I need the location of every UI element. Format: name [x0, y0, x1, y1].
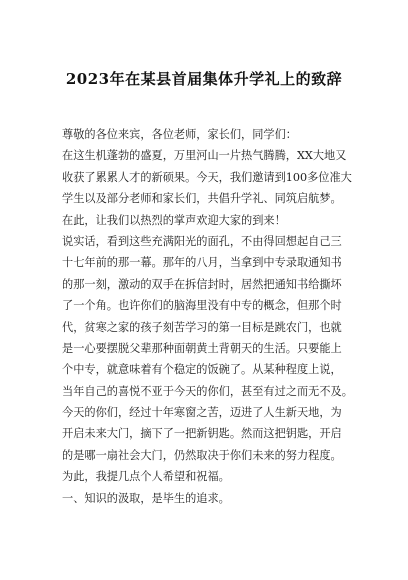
body-line: 个中专，就意味着有个稳定的饭碗了。从某种程度上说， — [62, 363, 342, 377]
body-line: 在这生机蓬勃的盛夏，万里河山一片热气腾腾，XX大地又 — [62, 149, 347, 163]
body-line: 了一个角。也许你们的脑海里没有中专的概念，但那个时 — [62, 299, 342, 313]
body-line: 的那一刻，激动的双手在拆信封时，居然把通知书给撕坏 — [62, 277, 342, 291]
body-line: 代，贫寒之家的孩子刻苦学习的第一目标是跳农门，也就 — [62, 320, 342, 334]
body-line: 为此，我提几点个人希望和祝福。 — [62, 470, 230, 484]
document-title: 2023年在某县首届集体升学礼上的致辞 — [65, 70, 343, 88]
body-line: 的是哪一扇社会大门，仍然取决于你们未来的努力程度。 — [62, 448, 342, 462]
body-line: 开启未来大门，摘下了一把新钥匙。然而这把钥匙，开启 — [62, 427, 342, 441]
body-line: 一、知识的汲取，是毕生的追求。 — [62, 491, 230, 505]
body-line: 学生以及部分老师和家长们，共倡升学礼、同筑启航梦。 — [62, 192, 342, 206]
body-line: 是一心要摆脱父辈那种面朝黄土背朝天的生活。只要能上 — [62, 341, 342, 355]
body-line: 当年自己的喜悦不亚于今天的你们，甚至有过之而无不及。 — [62, 384, 353, 398]
body-line: 收获了累累人才的新硕果。今天，我们邀请到100多位准大 — [62, 170, 352, 184]
document-body — [62, 124, 362, 509]
body-line: 说实话，看到这些充满阳光的面孔，不由得回想起自己三 — [62, 234, 342, 248]
body-line: 在此，让我们以热烈的掌声欢迎大家的到来！ — [62, 213, 286, 227]
body-line: 十七年前的那一幕。那年的八月，当拿到中专录取通知书 — [62, 256, 342, 270]
body-line: 尊敬的各位来宾，各位老师，家长们，同学们： — [62, 128, 297, 141]
body-line: 今天的你们，经过十年寒窗之苦，迈进了人生新天地，为 — [62, 406, 342, 420]
